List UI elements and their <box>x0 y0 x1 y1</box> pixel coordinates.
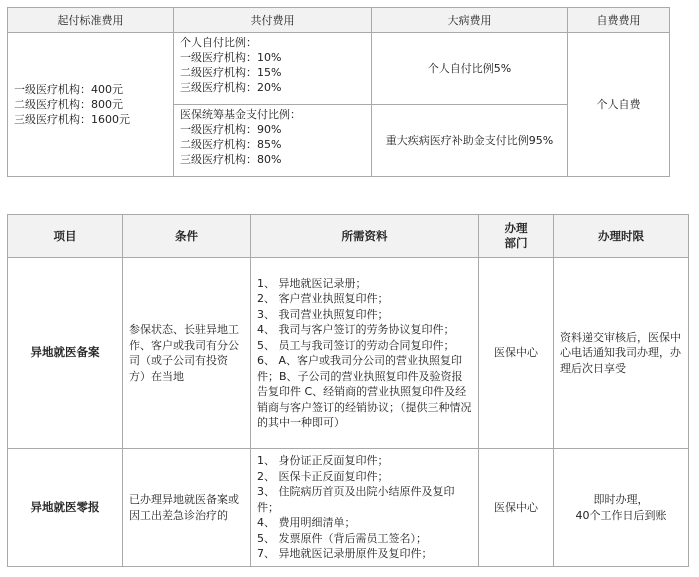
fund-ratio-line: 一级医疗机构：90% <box>180 123 282 136</box>
fee-structure-table <box>7 7 670 177</box>
material-line: 4、 我司与客户签订的劳务协议复印件； <box>257 323 455 336</box>
row-time-limit: 资料递交审核后，医保中心电话通知我司办理，办理后次日享受 <box>554 258 689 449</box>
time-line: 40个工作日后到账 <box>575 508 667 522</box>
header-time-limit: 办理时限 <box>554 215 689 258</box>
material-line: 2、 客户营业执照复印件； <box>257 292 389 305</box>
deductible-line: 二级医疗机构：800元 <box>14 98 123 111</box>
fund-ratio-line: 二级医疗机构：85% <box>180 138 282 151</box>
personal-ratio-line: 一级医疗机构：10% <box>180 51 282 64</box>
deductible-line: 一级医疗机构：400元 <box>14 83 123 96</box>
row-item: 异地就医零报 <box>8 449 123 567</box>
header-copay: 共付费用 <box>174 8 372 33</box>
personal-ratio-line: 二级医疗机构：15% <box>180 66 282 79</box>
row-department: 医保中心 <box>479 258 554 449</box>
row-materials <box>251 449 479 567</box>
table-row <box>8 258 689 449</box>
material-line: 1、 身份证正反面复印件； <box>257 454 389 468</box>
header-major-illness: 大病费用 <box>372 8 568 33</box>
material-line: 7、 异地就医记录册原件及复印件； <box>257 547 433 561</box>
header-item: 项目 <box>8 215 123 258</box>
header-deductible: 起付标准费用 <box>8 8 174 33</box>
row-condition: 参保状态、长驻异地工作、客户或我司有分公司（或子公司有投资方）在当地 <box>123 258 251 449</box>
material-line: 4、 费用明细清单； <box>257 516 356 530</box>
material-line: 1、 异地就医记录册； <box>257 276 367 290</box>
material-line: 5、 发票原件（背后需员工签名）； <box>257 531 427 545</box>
personal-ratio-line: 三级医疗机构：20% <box>180 81 282 94</box>
fee-row-1 <box>8 33 670 105</box>
deductible-cell <box>8 33 174 177</box>
fee-header-row <box>8 8 670 33</box>
header-materials: 所需资料 <box>251 215 479 258</box>
personal-ratio-cell <box>174 33 372 105</box>
major-personal-cell: 个人自付比例5% <box>372 33 568 105</box>
deductible-line: 三级医疗机构：1600元 <box>14 113 130 126</box>
row-item: 异地就医备案 <box>8 258 123 449</box>
header-department: 办理部门 <box>479 215 554 258</box>
self-pay-cell: 个人自费 <box>568 33 670 177</box>
material-line: 3、 住院病历首页及出院小结原件及复印件； <box>257 485 455 514</box>
material-line: 3、 我司营业执照复印件； <box>257 307 389 321</box>
table-row <box>8 449 689 567</box>
material-line: 5、 员工与我司签订的劳动合同复印件； <box>257 338 455 352</box>
fund-ratio-cell <box>174 105 372 177</box>
row-time-limit <box>554 449 689 567</box>
row-condition: 已办理异地就医备案或因工出差急诊治疗的 <box>123 449 251 567</box>
time-line: 即时办理， <box>593 493 649 506</box>
personal-ratio-title: 个人自付比例： <box>180 36 257 49</box>
row-department: 医保中心 <box>479 449 554 567</box>
fund-ratio-line: 三级医疗机构：80% <box>180 153 282 166</box>
row-materials <box>251 258 479 449</box>
material-line: 2、 医保卡正反面复印件； <box>257 469 389 483</box>
major-fund-cell: 重大疾病医疗补助金支付比例95% <box>372 105 568 177</box>
header-self-pay: 自费费用 <box>568 8 670 33</box>
header-condition: 条件 <box>123 215 251 258</box>
material-line: 6、 A、客户或我司分公司的营业执照复印件；B、子公司的营业执照复印件及验资报告复印件 C、经销商的营业执照复印件及经销商与客户签订的经销协议；（提供三种情况的其中一种即可） <box>257 354 472 429</box>
procedure-header-row <box>8 215 689 258</box>
fund-ratio-title: 医保统筹基金支付比例： <box>180 108 301 121</box>
procedure-table <box>7 214 689 567</box>
